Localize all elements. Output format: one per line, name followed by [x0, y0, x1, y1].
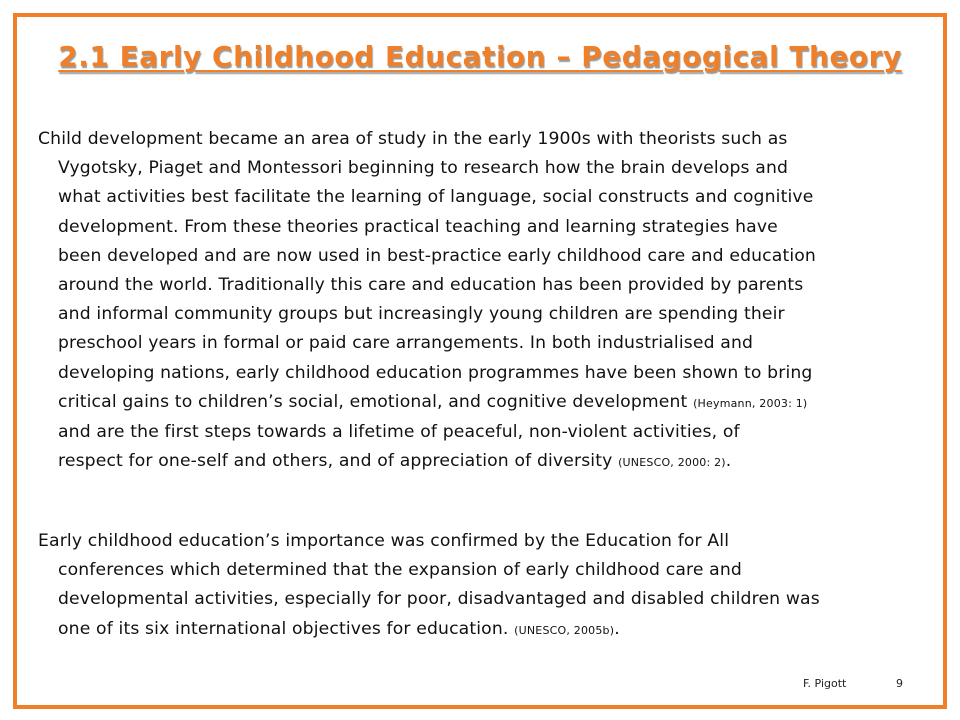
- paragraph-line-with-citation: [38, 388, 928, 418]
- paragraph-line: what activities best facilitate the learning of language, social constructs and cognitive: [58, 187, 814, 208]
- paragraph-line: developmental activities, especially for poor, disadvantaged and disabled children was: [58, 589, 820, 610]
- paragraph-line: and are the first steps towards a lifetime of peaceful, non-violent activities, of: [58, 422, 740, 443]
- paragraph-line: Vygotsky, Piaget and Montessori beginning to research how the brain develops and: [58, 158, 789, 179]
- slide-title: 2.1 Early Childhood Education – Pedagogical Theory: [58, 40, 902, 73]
- paragraph-line-with-citation: [38, 615, 928, 645]
- end-punctuation: .: [614, 618, 620, 639]
- citation-unesco-2005b: (UNESCO, 2005b): [514, 623, 615, 637]
- citation-unesco-2000: (UNESCO, 2000: 2): [618, 456, 726, 470]
- paragraph-line-text: respect for one-self and others, and of appreciation of diversity: [58, 451, 613, 472]
- paragraph-line-text: critical gains to children’s social, emotional, and cognitive development: [58, 391, 688, 412]
- paragraph-line: developing nations, early childhood education programmes have been shown to bring: [58, 362, 813, 383]
- paragraph-line: Child development became an area of study in the early 1900s with theorists such as: [38, 129, 788, 149]
- paragraph-line-with-citation: [38, 447, 928, 477]
- footer-author: F. Pigott: [803, 677, 847, 690]
- paragraph-line: development. From these theories practical teaching and learning strategies have: [58, 216, 778, 237]
- end-punctuation: .: [725, 451, 732, 472]
- paragraph-line: preschool years in formal or paid care arrangements. In both industrialised and: [58, 333, 754, 354]
- body-paragraph-1: [38, 125, 928, 477]
- citation-heymann: (Heymann, 2003: 1): [693, 396, 808, 410]
- paragraph-line-text: one of its six international objectives for education.: [58, 618, 509, 639]
- body-paragraph-2: [38, 527, 928, 645]
- paragraph-line: and informal community groups but increasingly young children are spending their: [58, 304, 785, 325]
- page-number: 9: [896, 677, 903, 690]
- paragraph-line: Early childhood education’s importance was confirmed by the Education for All: [38, 531, 730, 551]
- paragraph-line: conferences which determined that the expansion of early childhood care and: [58, 560, 742, 581]
- paragraph-line: been developed and are now used in best-practice early childhood care and education: [58, 245, 816, 266]
- paragraph-line: around the world. Traditionally this care and education has been provided by parents: [58, 275, 804, 296]
